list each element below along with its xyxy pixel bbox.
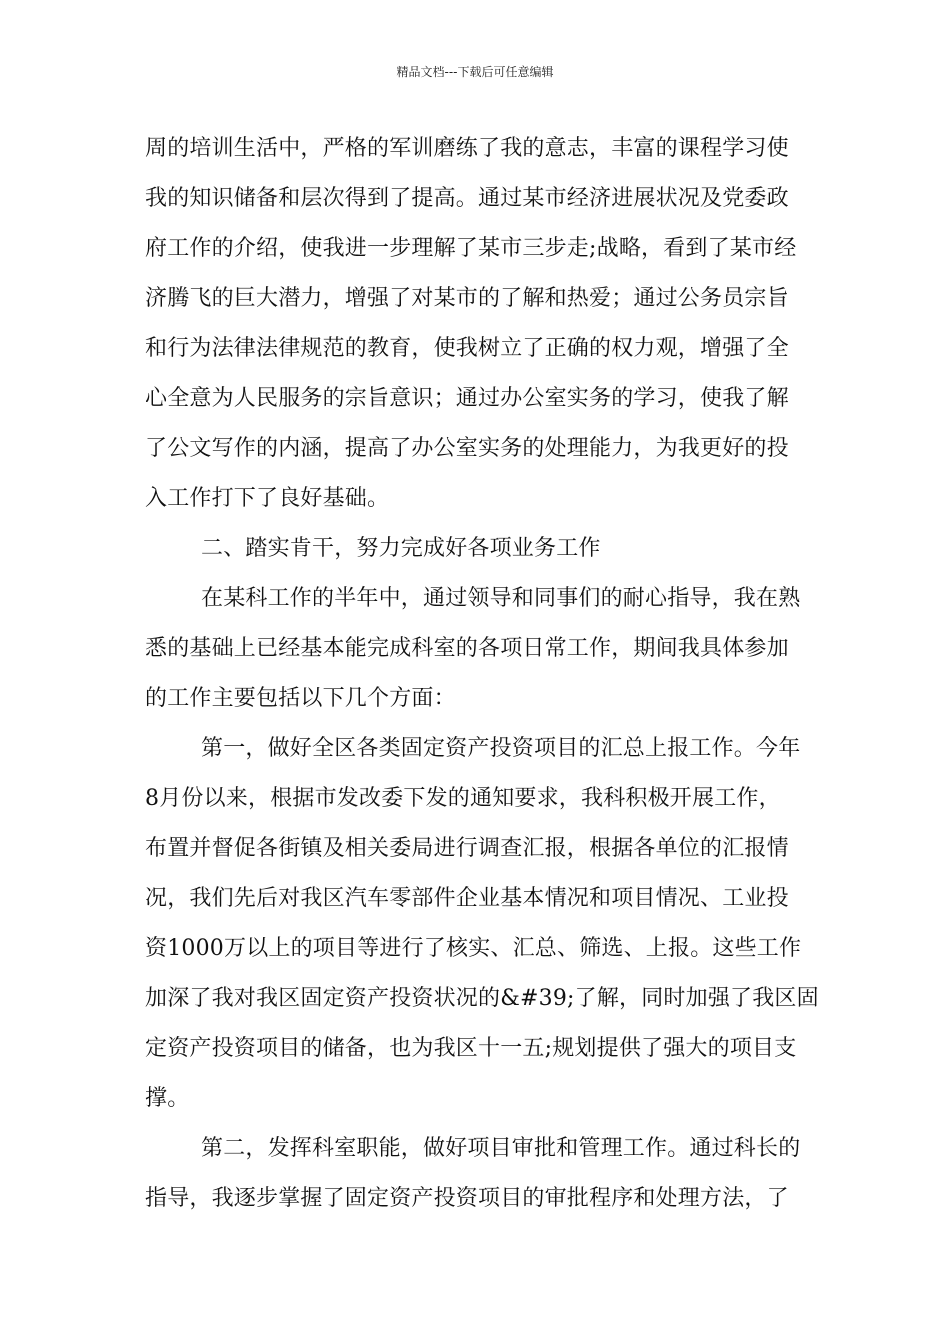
body-line: 心全意为人民服务的宗旨意识；通过办公室实务的学习，使我了解	[145, 386, 789, 411]
body-line: 第二，发挥科室职能，做好项目审批和管理工作。通过科长的	[201, 1136, 801, 1161]
body-line: 指导，我逐步掌握了固定资产投资项目的审批程序和处理方法，了	[145, 1186, 789, 1211]
body-line: 了公文写作的内涵，提高了办公室实务的处理能力，为我更好的投	[145, 436, 789, 461]
document-body	[145, 124, 819, 1224]
body-line: 济腾飞的巨大潜力，增强了对某市的了解和热爱；通过公务员宗旨	[145, 286, 789, 311]
body-line: 加深了我对我区固定资产投资状况的&#39;了解，同时加强了我区固	[145, 986, 819, 1011]
section-heading: 二、踏实肯干，努力完成好各项业务工作	[201, 536, 601, 561]
body-line: 定资产投资项目的储备，也为我区十一五;规划提供了强大的项目支	[145, 1036, 797, 1061]
body-line: 和行为法律法律规范的教育，使我树立了正确的权力观，增强了全	[145, 336, 789, 361]
page-header: 精品文档---下载后可任意编辑	[396, 65, 554, 79]
body-line: 第一，做好全区各类固定资产投资项目的汇总上报工作。今年	[201, 736, 801, 761]
body-line: 悉的基础上已经基本能完成科室的各项日常工作，期间我具体参加	[145, 636, 789, 661]
body-line: 况，我们先后对我区汽车零部件企业基本情况和项目情况、工业投	[145, 886, 789, 911]
body-line: 的工作主要包括以下几个方面：	[145, 686, 456, 711]
body-line: 我的知识储备和层次得到了提高。通过某市经济进展状况及党委政	[145, 186, 789, 211]
body-line: 撑。	[145, 1086, 190, 1111]
body-line: 入工作打下了良好基础。	[145, 486, 390, 511]
body-line: 在某科工作的半年中，通过领导和同事们的耐心指导，我在熟	[201, 586, 801, 611]
body-line: 资1000万以上的项目等进行了核实、汇总、筛选、上报。这些工作	[145, 936, 802, 961]
body-line: 府工作的介绍，使我进一步理解了某市三步走;战略，看到了某市经	[145, 236, 797, 261]
body-line: 8月份以来，根据市发改委下发的通知要求，我科积极开展工作，	[145, 786, 781, 811]
body-line: 周的培训生活中，严格的军训磨练了我的意志，丰富的课程学习使	[145, 136, 789, 161]
body-line: 布置并督促各街镇及相关委局进行调查汇报，根据各单位的汇报情	[145, 836, 789, 861]
